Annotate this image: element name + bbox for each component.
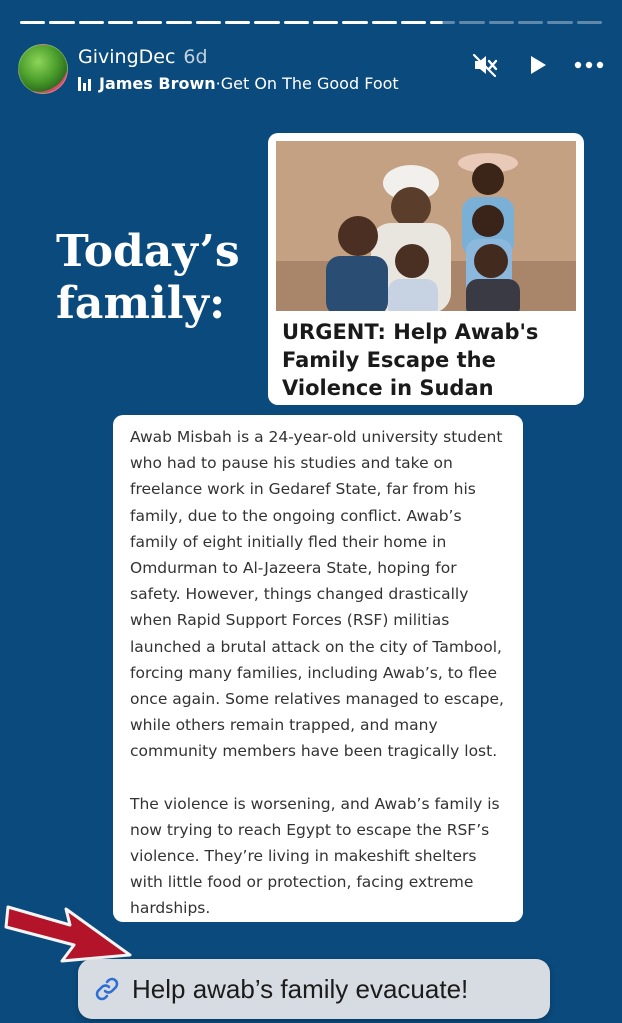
progress-segment <box>489 21 514 24</box>
link-icon <box>92 974 122 1004</box>
play-icon[interactable] <box>522 50 552 80</box>
story-paragraph-2: The violence is worsening, and Awab’s family is now trying to reach Egypt to escape the RSF’s violence. They’re living in makeshift shelters with little food or protection, facing extreme hardships. <box>130 794 500 918</box>
progress-segment <box>342 21 367 24</box>
username-row[interactable] <box>78 46 208 68</box>
story-progress-bar <box>20 21 602 25</box>
progress-segment <box>547 21 572 24</box>
music-artist: James Brown <box>99 74 216 93</box>
story-header <box>18 44 604 96</box>
headline-line-1: Today’s <box>56 226 240 277</box>
music-song: Get On The Good Foot <box>220 74 399 93</box>
progress-segment <box>20 21 45 24</box>
headline-line-2: family: <box>56 278 226 329</box>
fundraiser-card <box>268 133 584 405</box>
link-sticker-label: Help awab’s family evacuate! <box>132 973 469 1004</box>
music-bars-icon <box>78 77 91 91</box>
progress-segment <box>430 21 455 24</box>
progress-segment <box>518 21 543 24</box>
progress-segment <box>372 21 397 24</box>
progress-segment <box>401 21 426 24</box>
progress-segment <box>79 21 104 24</box>
story-text-card <box>113 415 523 922</box>
progress-segment <box>49 21 74 24</box>
post-time: 6d <box>183 46 208 68</box>
mute-icon[interactable] <box>470 50 500 80</box>
fundraiser-title: URGENT: Help Awab's Family Escape the Violence in Sudan <box>282 320 539 400</box>
family-photo <box>276 141 576 311</box>
music-separator: · <box>215 74 221 93</box>
story-text <box>130 424 510 922</box>
progress-segment <box>137 21 162 24</box>
progress-segment <box>577 21 602 24</box>
story-paragraph-1: Awab Misbah is a 24-year-old university student who had to pause his studies and take on freelance work in Gedaref State, far from his family, due to the ongoing conflict. Awab’s family of eight initially fled their home in Omdurman to Al-Jazeera State, hoping for safety. However, things changed drastically when Rapid Support Forces (RSF) militias launched a brutal attack on the city of Tambool, forcing many families, including Awab’s, to flee once again. Some relatives managed to escape, while others remain trapped, and many community members have been tragically lost. <box>130 428 504 761</box>
progress-segment <box>225 21 250 24</box>
progress-segment <box>284 21 309 24</box>
red-arrow-icon <box>0 885 140 965</box>
todays-family-headline <box>56 226 266 330</box>
progress-segment <box>459 21 484 24</box>
username[interactable]: GivingDec <box>78 46 176 68</box>
link-sticker-button[interactable] <box>78 959 550 1019</box>
more-icon[interactable] <box>574 50 604 80</box>
progress-segment <box>166 21 191 24</box>
avatar[interactable] <box>18 44 68 94</box>
progress-segment <box>254 21 279 24</box>
progress-segment <box>196 21 221 24</box>
progress-segment <box>313 21 338 24</box>
story-controls <box>470 50 604 80</box>
music-info[interactable] <box>78 74 399 93</box>
progress-segment <box>108 21 133 24</box>
